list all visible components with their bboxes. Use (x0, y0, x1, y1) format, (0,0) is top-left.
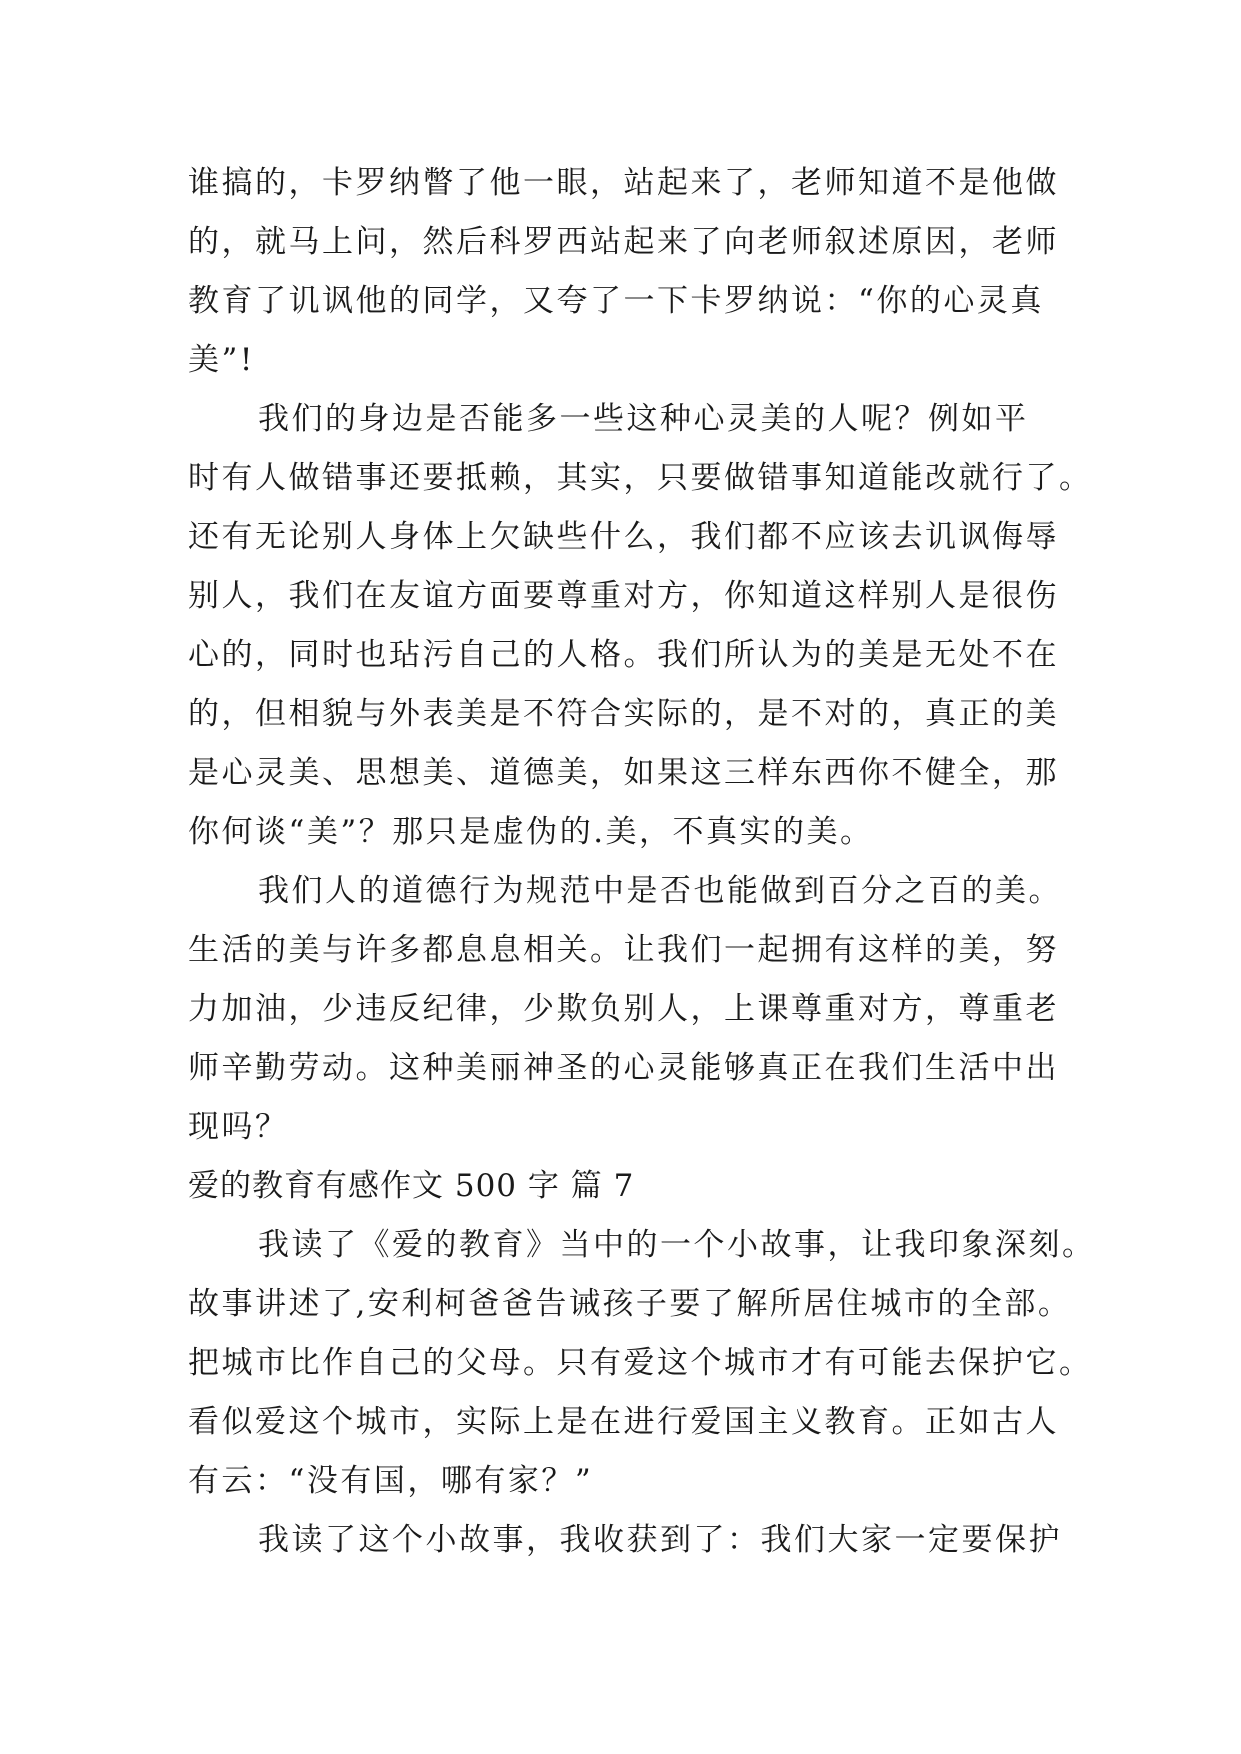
paragraph-start-line: 我们的身边是否能多一些这种心灵美的人呢？例如平 (258, 401, 1029, 437)
text-line: 现吗？ (188, 1109, 289, 1145)
text-line: 是心灵美、思想美、道德美，如果这三样东西你不健全，那 (188, 755, 1059, 791)
text-line: 谁搞的，卡罗纳瞥了他一眼，站起来了，老师知道不是他做 (188, 165, 1059, 201)
text-line: 时有人做错事还要抵赖，其实，只要做错事知道能改就行了。 (188, 460, 1093, 496)
text-line: 的，但相貌与外表美是不符合实际的，是不对的，真正的美 (188, 696, 1059, 732)
paragraph-start-line: 我们人的道德行为规范中是否也能做到百分之百的美。 (258, 873, 1062, 909)
text-line: 还有无论别人身体上欠缺些什么，我们都不应该去讥讽侮辱 (188, 519, 1059, 555)
text-line: 力加油，少违反纪律，少欺负别人，上课尊重对方，尊重老 (188, 991, 1059, 1027)
text-line: 别人，我们在友谊方面要尊重对方，你知道这样别人是很伤 (188, 578, 1059, 614)
text-line: 看似爱这个城市，实际上是在进行爱国主义教育。正如古人 (188, 1404, 1059, 1440)
text-line: 心的，同时也玷污自己的人格。我们所认为的美是无处不在 (188, 637, 1059, 673)
text-line: 教育了讥讽他的同学，又夸了一下卡罗纳说：“你的心灵真 (188, 283, 1044, 319)
text-line: 美”! (188, 342, 255, 378)
text-line: 有云：“没有国，哪有家？” (188, 1463, 594, 1499)
text-line: 师辛勤劳动。这种美丽神圣的心灵能够真正在我们生活中出 (188, 1050, 1059, 1086)
text-line: 故事讲述了,安利柯爸爸告诫孩子要了解所居住城市的全部。 (188, 1286, 1072, 1322)
text-line: 生活的美与许多都息息相关。让我们一起拥有这样的美，努 (188, 932, 1059, 968)
paragraph-start-line: 我读了这个小故事，我收获到了：我们大家一定要保护 (258, 1522, 1062, 1558)
document-body (188, 154, 1096, 1570)
text-line: 你何谈“美”？那只是虚伪的.美，不真实的美。 (188, 814, 874, 850)
text-line: 的，就马上问，然后科罗西站起来了向老师叙述原因，老师 (188, 224, 1059, 260)
text-line: 把城市比作自己的父母。只有爱这个城市才有可能去保护它。 (188, 1345, 1093, 1381)
paragraph-start-line: 我读了《爱的教育》当中的一个小故事，让我印象深刻。 (258, 1227, 1096, 1263)
section-heading: 爱的教育有感作文 500 字 篇 7 (188, 1168, 635, 1204)
